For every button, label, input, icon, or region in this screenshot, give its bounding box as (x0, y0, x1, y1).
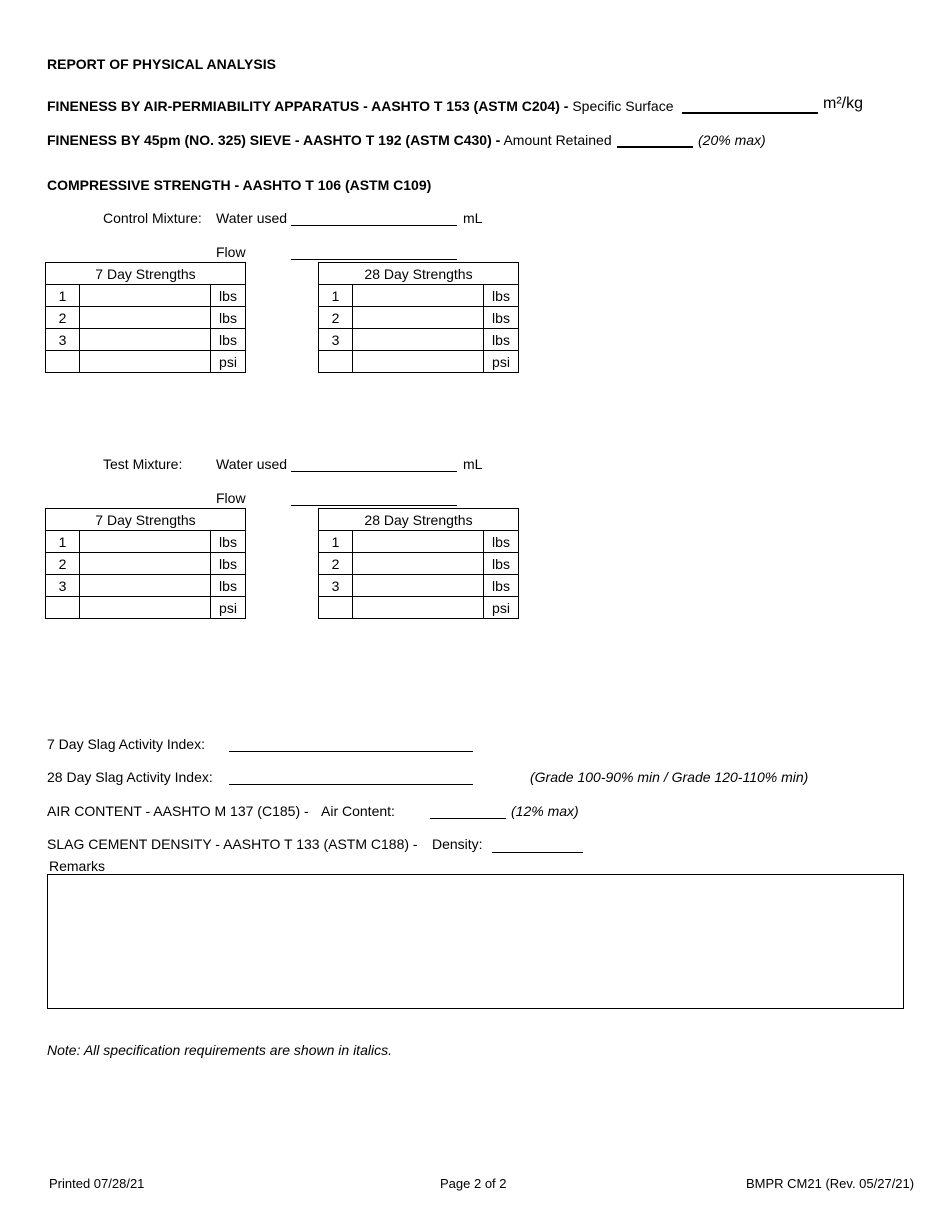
report-title: REPORT OF PHYSICAL ANALYSIS (47, 56, 276, 72)
control-flow-field[interactable] (291, 259, 457, 260)
table-row (46, 307, 246, 329)
test-mixture-label: Test Mixture: (103, 456, 183, 472)
table-row (319, 553, 519, 575)
unit-label: lbs (484, 307, 519, 329)
strength-value-field[interactable] (80, 597, 211, 619)
table-row (46, 329, 246, 351)
row-number: 3 (319, 575, 353, 597)
strength-value-field[interactable] (353, 351, 484, 373)
strength-value-field[interactable] (353, 329, 484, 351)
unit-label: lbs (484, 531, 519, 553)
unit-label: lbs (211, 329, 246, 351)
unit-label: lbs (211, 531, 246, 553)
strength-value-field[interactable] (353, 553, 484, 575)
control-28day-table (318, 262, 519, 373)
table-row (319, 329, 519, 351)
compressive-strength-heading: COMPRESSIVE STRENGTH - AASHTO T 106 (ASTM C109) (47, 177, 432, 193)
slag-index-7-label: 7 Day Slag Activity Index: (47, 736, 205, 752)
strength-value-field[interactable] (353, 597, 484, 619)
unit-label: psi (211, 597, 246, 619)
test-flow-field[interactable] (291, 505, 457, 506)
row-number (319, 351, 353, 373)
control-water-field[interactable] (291, 225, 457, 226)
density-field[interactable] (492, 852, 583, 853)
unit-label: lbs (484, 285, 519, 307)
row-number: 3 (46, 575, 80, 597)
table-row (319, 575, 519, 597)
table-row (46, 351, 246, 373)
row-number: 1 (46, 285, 80, 307)
test-water-unit: mL (463, 456, 483, 472)
control-flow-label: Flow (216, 244, 246, 260)
slag-index-28-field[interactable] (229, 784, 473, 785)
control-water-unit: mL (463, 210, 483, 226)
row-number: 1 (46, 531, 80, 553)
unit-label: psi (484, 351, 519, 373)
row-number (319, 597, 353, 619)
test-28day-table (318, 508, 519, 619)
footer-page-number: Page 2 of 2 (440, 1176, 507, 1191)
unit-label: lbs (211, 285, 246, 307)
control-mixture-label: Control Mixture: (103, 210, 202, 226)
row-number: 2 (46, 553, 80, 575)
specific-surface-unit: m²/kg (823, 95, 863, 112)
row-number: 2 (319, 307, 353, 329)
strength-value-field[interactable] (80, 285, 211, 307)
control-7day-table (45, 262, 246, 373)
row-number (46, 597, 80, 619)
test-7day-table (45, 508, 246, 619)
table-row (46, 553, 246, 575)
strength-value-field[interactable] (353, 285, 484, 307)
test-7day-header: 7 Day Strengths (46, 509, 246, 531)
table-row (319, 307, 519, 329)
control-water-label: Water used (216, 210, 288, 226)
table-row (46, 597, 246, 619)
amount-retained-label: Amount Retained (503, 132, 612, 148)
footer-printed-date: Printed 07/28/21 (49, 1176, 145, 1191)
density-field-label: Density: (432, 836, 483, 852)
strength-value-field[interactable] (80, 329, 211, 351)
test-28day-header: 28 Day Strengths (319, 509, 519, 531)
fineness-sieve-line (47, 132, 612, 148)
fineness-air-label: FINENESS BY AIR-PERMIABILITY APPARATUS - AASHTO T 153 (ASTM C204) - (47, 98, 569, 114)
air-content-spec: (12% max) (511, 803, 579, 819)
slag-index-28-label: 28 Day Slag Activity Index: (47, 769, 213, 785)
table-row (319, 285, 519, 307)
fineness-air-line (47, 98, 674, 114)
table-row (319, 597, 519, 619)
unit-label: lbs (484, 329, 519, 351)
strength-value-field[interactable] (80, 575, 211, 597)
table-row (319, 531, 519, 553)
row-number: 3 (319, 329, 353, 351)
unit-label: lbs (211, 575, 246, 597)
strength-value-field[interactable] (80, 531, 211, 553)
row-number: 2 (319, 553, 353, 575)
specific-surface-field[interactable] (682, 112, 818, 114)
unit-label: lbs (211, 307, 246, 329)
table-row (46, 575, 246, 597)
test-flow-label: Flow (216, 490, 246, 506)
fineness-sieve-label: FINENESS BY 45pm (NO. 325) SIEVE - AASHTO T 192 (ASTM C430) - (47, 132, 501, 148)
table-row (319, 351, 519, 373)
row-number: 1 (319, 285, 353, 307)
remarks-label: Remarks (49, 858, 106, 874)
unit-label: lbs (211, 553, 246, 575)
strength-value-field[interactable] (80, 553, 211, 575)
slag-density-label: SLAG CEMENT DENSITY - AASHTO T 133 (ASTM C188) - (47, 836, 418, 852)
control-28day-header: 28 Day Strengths (319, 263, 519, 285)
specific-surface-label: Specific Surface (572, 98, 674, 114)
unit-label: psi (211, 351, 246, 373)
amount-retained-spec: (20% max) (698, 132, 766, 148)
row-number (46, 351, 80, 373)
table-row (46, 531, 246, 553)
unit-label: lbs (484, 575, 519, 597)
control-7day-header: 7 Day Strengths (46, 263, 246, 285)
air-content-label: AIR CONTENT - AASHTO M 137 (C185) - (47, 803, 309, 819)
strength-value-field[interactable] (80, 307, 211, 329)
strength-value-field[interactable] (353, 531, 484, 553)
table-row (46, 285, 246, 307)
row-number: 3 (46, 329, 80, 351)
footer-form-id: BMPR CM21 (Rev. 05/27/21) (746, 1176, 915, 1191)
row-number: 1 (319, 531, 353, 553)
strength-value-field[interactable] (80, 351, 211, 373)
amount-retained-field[interactable] (617, 146, 693, 148)
air-content-field[interactable] (430, 818, 506, 819)
unit-label: lbs (484, 553, 519, 575)
test-water-label: Water used (216, 456, 288, 472)
remarks-textarea[interactable] (47, 874, 904, 1009)
test-water-field[interactable] (291, 471, 457, 472)
row-number: 2 (46, 307, 80, 329)
unit-label: psi (484, 597, 519, 619)
air-content-field-label: Air Content: (321, 803, 395, 819)
strength-value-field[interactable] (353, 307, 484, 329)
specification-note: Note: All specification requirements are shown in italics. (47, 1042, 392, 1058)
slag-index-7-field[interactable] (229, 751, 473, 752)
slag-index-spec: (Grade 100-90% min / Grade 120-110% min) (530, 769, 809, 785)
strength-value-field[interactable] (353, 575, 484, 597)
